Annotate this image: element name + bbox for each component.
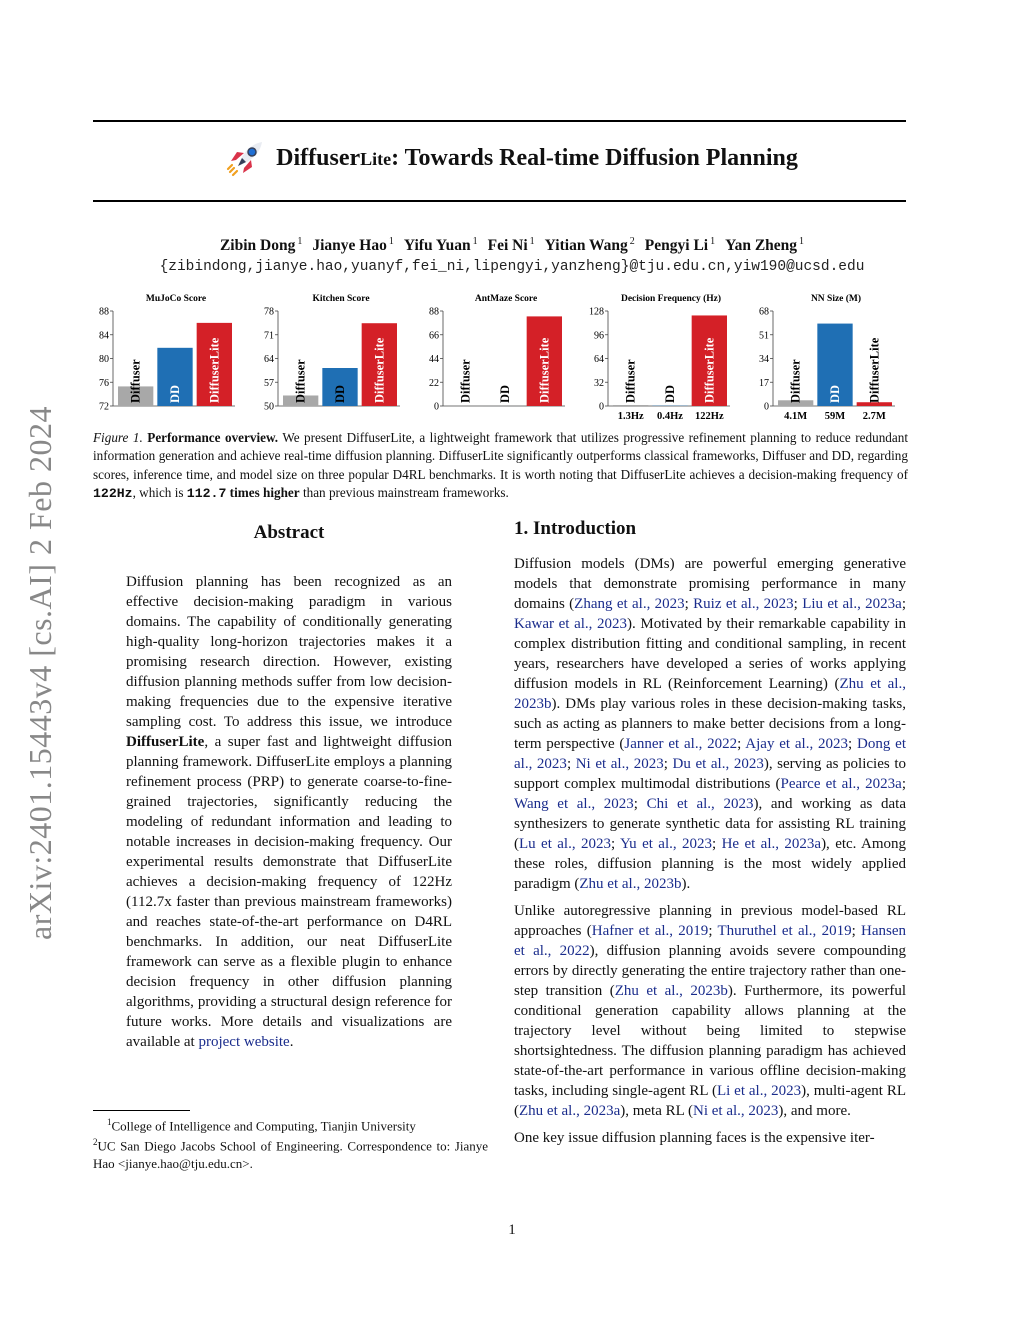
author-emails: {zibindong,jianye.hao,yuanyf,fei_ni,lipengyi,yanzheng}@tju.edu.cn,yiw190@ucsd.edu bbox=[159, 259, 865, 275]
chart-decision-frequency-hz bbox=[580, 288, 740, 423]
footnotes: $^1$College of Intelligence and Computing, Tianjin University $^2$UC San Diego Jacobs School of Engineering. Correspondence to: Jianye Hao <jianye.hao@tju.edu.cn>. bbox=[93, 1117, 488, 1171]
citation-link[interactable]: Yu et al., 2023 bbox=[620, 836, 713, 852]
y-tick-label: 96 bbox=[594, 330, 604, 342]
chart-svg bbox=[580, 288, 740, 423]
y-tick-label: 0 bbox=[434, 401, 439, 413]
citation-link[interactable]: Liu et al., 2023a bbox=[802, 596, 902, 612]
y-tick-label: 84 bbox=[99, 330, 109, 342]
abstract-body: Diffusion planning has been recognized as an effective decision-making paradigm in various domains. The capability of conditionally generating high-quality long-horizon trajectories makes it a promising research direction. However, existing diffusion planning methods suffer from low decision-making frequencies due to the expensive iterative sampling cost. To address this issue, we introduce DiffuserLite, a super fast and lightweight diffusion planning framework. DiffuserLite employs a planning refinement process (PRP) to generate coarse-to-fine-grained trajectories, significantly reducing the modeling of redundant information and leading to notable increases in decision-making frequency. Our experimental results demonstrate that DiffuserLite achieves a decision-making frequency of 122Hz (112.7x faster than previous mainstream frameworks) and reaches state-of-the-art performance on D4RL benchmarks. In addition, our neat DiffuserLite framework can serve as a flexible plugin to enhance decision frequency in other diffusion planning algorithms, providing a structural design reference for future works. More details and visualizations are available at project website. bbox=[126, 574, 452, 1050]
citation-link[interactable]: Wang et al., 2023 bbox=[514, 796, 634, 812]
citation-link[interactable]: Pearce et al., 2023a bbox=[780, 776, 902, 792]
chart-title: NN Size (M) bbox=[810, 294, 862, 304]
paper-title: DiffuserLite: Towards Real-time Diffusion Planning bbox=[276, 144, 798, 171]
title-rule-bottom bbox=[93, 200, 906, 202]
bar-label: DiffuserLite bbox=[207, 337, 222, 403]
citation-link[interactable]: Zhu et al., 2023a bbox=[519, 1103, 621, 1119]
citation-link[interactable]: Thuruthel et al., 2019 bbox=[717, 923, 852, 939]
bar-label: DD bbox=[333, 384, 347, 403]
citation-link[interactable]: Zhu et al., 2023b bbox=[514, 676, 906, 712]
bar-label: DD bbox=[168, 384, 182, 403]
y-tick-label: 44 bbox=[429, 354, 439, 365]
affiliation-mark: 1 bbox=[710, 236, 716, 247]
bar-label: Diffuser bbox=[458, 359, 473, 403]
introduction-body bbox=[514, 554, 906, 1155]
bar-label: Diffuser bbox=[293, 359, 308, 403]
citation-link[interactable]: Ni et al., 2023 bbox=[693, 1103, 779, 1119]
figure-caption: Figure 1. Performance overview. We present DiffuserLite, a lightweight framework that utilizes progressive refinement planning to reduce redundant information generation and achieve real-time diffusion planning. DiffuserLite significantly outperforms classical frameworks, Diffuser and DD, regarding scores, inference time, and model size on three popular D4RL benchmarks. It is worth noting that DiffuserLite achieves a decision-making frequency of 122Hz, which is 112.7 times higher than previous mainstream frameworks. bbox=[93, 430, 908, 501]
citation-link[interactable]: Zhu et al., 2023b bbox=[579, 876, 682, 892]
chart-antmaze-score bbox=[415, 288, 575, 423]
y-tick-label: 50 bbox=[264, 401, 274, 413]
y-tick-label: 32 bbox=[594, 377, 604, 389]
bar-label: DiffuserLite bbox=[372, 337, 387, 403]
author-name: Yan Zheng $^1$ bbox=[725, 236, 805, 255]
y-tick-label: 80 bbox=[99, 354, 109, 365]
chart-kitchen-score bbox=[250, 288, 410, 423]
author-name: Yifu Yuan $^1$ bbox=[403, 236, 478, 255]
bar-label: DiffuserLite bbox=[537, 337, 552, 403]
arxiv-stamp: arXiv:2401.15443v4 [cs.AI] 2 Feb 2024 bbox=[22, 406, 58, 940]
bar-label: Diffuser bbox=[788, 359, 803, 403]
bar-value-label: 122Hz bbox=[695, 411, 724, 422]
citation-link[interactable]: Li et al., 2023 bbox=[716, 1083, 802, 1099]
y-tick-label: 22 bbox=[429, 377, 439, 389]
chart-title: Kitchen Score bbox=[312, 294, 370, 304]
citation-link[interactable]: Chi et al., 2023 bbox=[646, 796, 754, 812]
affiliation-mark: 1 bbox=[472, 236, 478, 247]
performance-charts bbox=[85, 288, 915, 423]
citation-link[interactable]: Ruiz et al., 2023 bbox=[693, 596, 794, 612]
citation-link[interactable]: Zhang et al., 2023 bbox=[574, 596, 685, 612]
affiliation-mark: 1 bbox=[388, 236, 394, 247]
chart-svg bbox=[250, 288, 410, 423]
y-tick-label: 57 bbox=[264, 377, 274, 389]
footnote-rule bbox=[93, 1110, 190, 1111]
bar-label: DD bbox=[498, 384, 512, 403]
citation-link[interactable]: Hafner et al., 2019 bbox=[591, 923, 709, 939]
affiliation-mark: 1 bbox=[799, 236, 805, 247]
citation-link[interactable]: Janner et al., 2022 bbox=[624, 736, 738, 752]
author-name: Yitian Wang $^2$ bbox=[544, 236, 635, 255]
chart-svg bbox=[745, 288, 905, 423]
citation-link[interactable]: Ajay et al., 2023 bbox=[745, 736, 849, 752]
citation-link[interactable]: He et al., 2023a bbox=[721, 836, 822, 852]
author-name: Pengyi Li $^1$ bbox=[644, 236, 716, 255]
author-name: Fei Ni $^1$ bbox=[487, 236, 535, 255]
title-rule-top bbox=[93, 120, 906, 122]
affiliation-mark: 2 bbox=[629, 236, 635, 247]
citation-link[interactable]: Ni et al., 2023 bbox=[575, 756, 664, 772]
y-tick-label: 0 bbox=[764, 401, 769, 413]
y-tick-label: 71 bbox=[264, 330, 274, 342]
chart-svg bbox=[85, 288, 245, 423]
bar-label: DD bbox=[663, 384, 677, 403]
chart-svg bbox=[415, 288, 575, 423]
chart-title: MuJoCo Score bbox=[145, 294, 207, 304]
bar-value-label: 2.7M bbox=[862, 411, 886, 422]
y-tick-label: 88 bbox=[99, 306, 109, 318]
citation-link[interactable]: Zhu et al., 2023b bbox=[614, 983, 728, 999]
bar-value-label: 59M bbox=[824, 411, 846, 422]
y-tick-label: 66 bbox=[429, 330, 439, 342]
y-tick-label: 34 bbox=[759, 354, 769, 365]
y-tick-label: 68 bbox=[759, 306, 769, 318]
chart-title: AntMaze Score bbox=[474, 294, 538, 304]
y-tick-label: 0 bbox=[599, 401, 604, 413]
bar-value-label: 4.1M bbox=[784, 411, 808, 422]
bar-label: Diffuser bbox=[623, 359, 638, 403]
author-name: Jianye Hao $^1$ bbox=[312, 236, 394, 255]
citation-link[interactable]: Hansen et al., 2022 bbox=[514, 923, 907, 959]
affiliation-mark: 1 bbox=[529, 236, 535, 247]
citation-link[interactable]: Du et al., 2023 bbox=[672, 756, 764, 772]
project-website-link[interactable]: project website bbox=[198, 1034, 290, 1050]
y-tick-label: 51 bbox=[759, 330, 769, 342]
title-row bbox=[0, 138, 1024, 178]
introduction-heading: 1. Introduction bbox=[514, 518, 637, 539]
author-name: Zibin Dong $^1$ bbox=[219, 236, 303, 255]
intro-paragraph-3: One key issue diffusion planning faces is the expensive iter- bbox=[514, 1130, 875, 1146]
y-tick-label: 64 bbox=[264, 354, 274, 365]
citation-link[interactable]: Kawar et al., 2023 bbox=[514, 616, 628, 632]
bar-diffuser bbox=[613, 405, 648, 406]
intro-paragraph-1: Diffusion models (DMs) are powerful emerging generative models that demonstrate promising performance in many domains (Zhang et al., 2023; Ruiz et al., 2023; Liu et al., 2023a; Kawar et al., 2023). Motivated by their remarkable capability in complex distribution fitting and conditional sampling, in recent years, researchers have developed a series of works applying diffusion models in RL (Reinforcement Learning) (Zhu et al., 2023b). DMs play various roles in these decision-making tasks, such as acting as planners to make better decisions from a long-term perspective (Janner et al., 2022; Ajay et al., 2023; Dong et al., 2023; Ni et al., 2023; Du et al., 2023), serving as policies to support complex multimodal distributions (Pearce et al., 2023a; Wang et al., 2023; Chi et al., 2023), and working as data synthesizers to generate synthetic data for assisting RL training (Lu et al., 2023; Yu et al., 2023; He et al., 2023a), etc. Among these roles, diffusion planning is the most widely applied paradigm (Zhu et al., 2023b). bbox=[514, 556, 907, 892]
y-tick-label: 76 bbox=[99, 377, 109, 389]
y-tick-label: 64 bbox=[594, 354, 604, 365]
bar-label: Diffuser bbox=[128, 359, 143, 403]
y-tick-label: 128 bbox=[589, 306, 604, 318]
citation-link[interactable]: Lu et al., 2023 bbox=[519, 836, 611, 852]
bar-label: DiffuserLite bbox=[702, 337, 717, 403]
y-tick-label: 72 bbox=[99, 401, 109, 413]
bar-value-label: 0.4Hz bbox=[657, 411, 683, 422]
rocket-icon bbox=[226, 138, 266, 178]
y-tick-label: 78 bbox=[264, 306, 274, 318]
y-tick-label: 17 bbox=[759, 377, 769, 389]
bar-label: DiffuserLite bbox=[867, 337, 882, 403]
affiliation-mark: 1 bbox=[297, 236, 303, 247]
chart-mujoco-score bbox=[85, 288, 245, 423]
page-number: 1 bbox=[508, 1222, 516, 1238]
abstract-heading: Abstract bbox=[253, 522, 325, 543]
bar-value-label: 1.3Hz bbox=[617, 411, 644, 422]
chart-title: Decision Frequency (Hz) bbox=[620, 294, 722, 304]
chart-nn-size-m bbox=[745, 288, 905, 423]
citation-link[interactable]: Dong et al., 2023 bbox=[514, 736, 906, 772]
intro-paragraph-2: Unlike autoregressive planning in previous model-based RL approaches (Hafner et al., 2019; Thuruthel et al., 2019; Hansen et al., 2022), diffusion planning avoids severe compounding errors by directly generating the entire trajectory rather than one-step transition (Zhu et al., 2023b). Furthermore, its powerful conditional generation capability allows planning at the trajectory level without being limited to stepwise shortsightedness. The diffusion planning paradigm has achieved state-of-the-art performance in various offline decision-making tasks, including single-agent RL (Li et al., 2023), multi-agent RL (Zhu et al., 2023a), meta RL (Ni et al., 2023), and more. bbox=[514, 903, 907, 1119]
bar-label: DD bbox=[828, 384, 842, 403]
author-list bbox=[0, 236, 1024, 255]
y-tick-label: 88 bbox=[429, 306, 439, 318]
